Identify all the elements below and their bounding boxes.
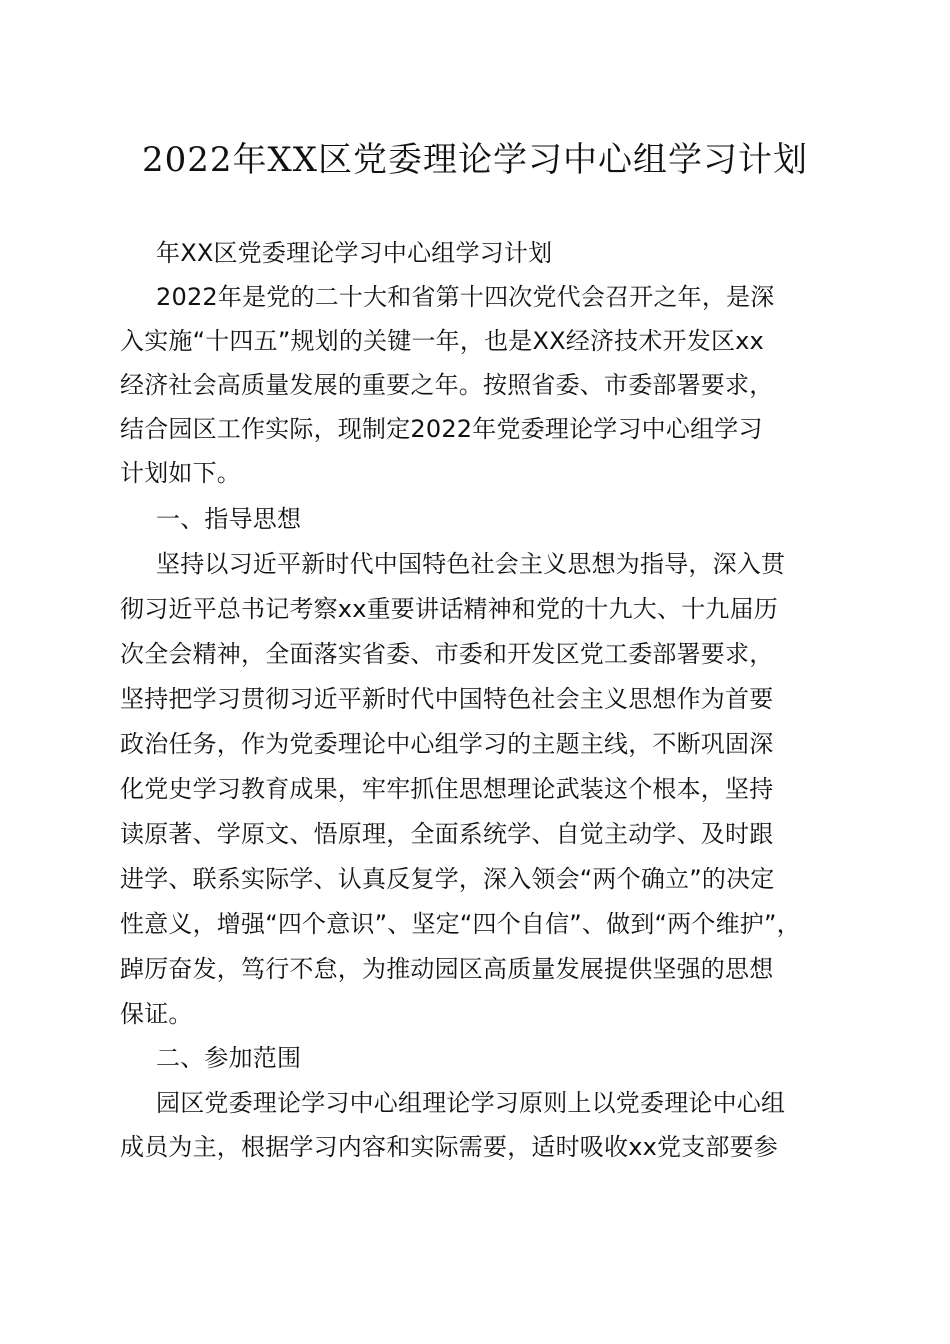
document-title: 2022年XX区党委理论学习中心组学习计划 — [142, 140, 808, 180]
paragraph-line: 2022年是党的二十大和省第十四次党代会召开之年，是深 — [156, 283, 775, 311]
paragraph-line: 性意义，增强“四个意识”、坚定“四个自信”、做到“两个维护”， — [120, 910, 801, 938]
paragraph-line: 坚持把学习贯彻习近平新时代中国特色社会主义思想作为首要 — [120, 685, 774, 713]
paragraph-line: 计划如下。 — [120, 459, 241, 487]
paragraph-line: 化党史学习教育成果，牢牢抓住思想理论武装这个根本，坚持 — [120, 775, 774, 803]
paragraph-line: 成员为主，根据学习内容和实际需要，适时吸收xx党支部要参 — [120, 1133, 779, 1161]
section-heading: 二、参加范围 — [156, 1044, 302, 1072]
paragraph-line: 次全会精神，全面落实省委、市委和开发区党工委部署要求， — [120, 640, 774, 668]
paragraph-line: 结合园区工作实际，现制定2022年党委理论学习中心组学习 — [120, 415, 763, 443]
paragraph-line: 进学、联系实际学、认真反复学，深入领会“两个确立”的决定 — [120, 865, 775, 893]
paragraph-line: 读原著、学原文、悟原理，全面系统学、自觉主动学、及时跟 — [120, 820, 774, 848]
section-heading: 一、指导思想 — [156, 505, 302, 533]
paragraph-line: 彻习近平总书记考察xx重要讲话精神和党的十九大、十九届历 — [120, 595, 779, 623]
paragraph-line: 政治任务，作为党委理论中心组学习的主题主线，不断巩固深 — [120, 730, 774, 758]
paragraph-line: 园区党委理论学习中心组理论学习原则上以党委理论中心组 — [156, 1089, 786, 1117]
paragraph-line: 年XX区党委理论学习中心组学习计划 — [156, 239, 553, 267]
paragraph-line: 踔厉奋发，笃行不怠，为推动园区高质量发展提供坚强的思想 — [120, 955, 774, 983]
paragraph-line: 坚持以习近平新时代中国特色社会主义思想为指导，深入贯 — [156, 550, 786, 578]
paragraph-line: 保证。 — [120, 1000, 193, 1028]
paragraph-line: 入实施“十四五”规划的关键一年，也是XX经济技术开发区xx — [120, 327, 764, 355]
paragraph-line: 经济社会高质量发展的重要之年。按照省委、市委部署要求， — [120, 371, 774, 399]
